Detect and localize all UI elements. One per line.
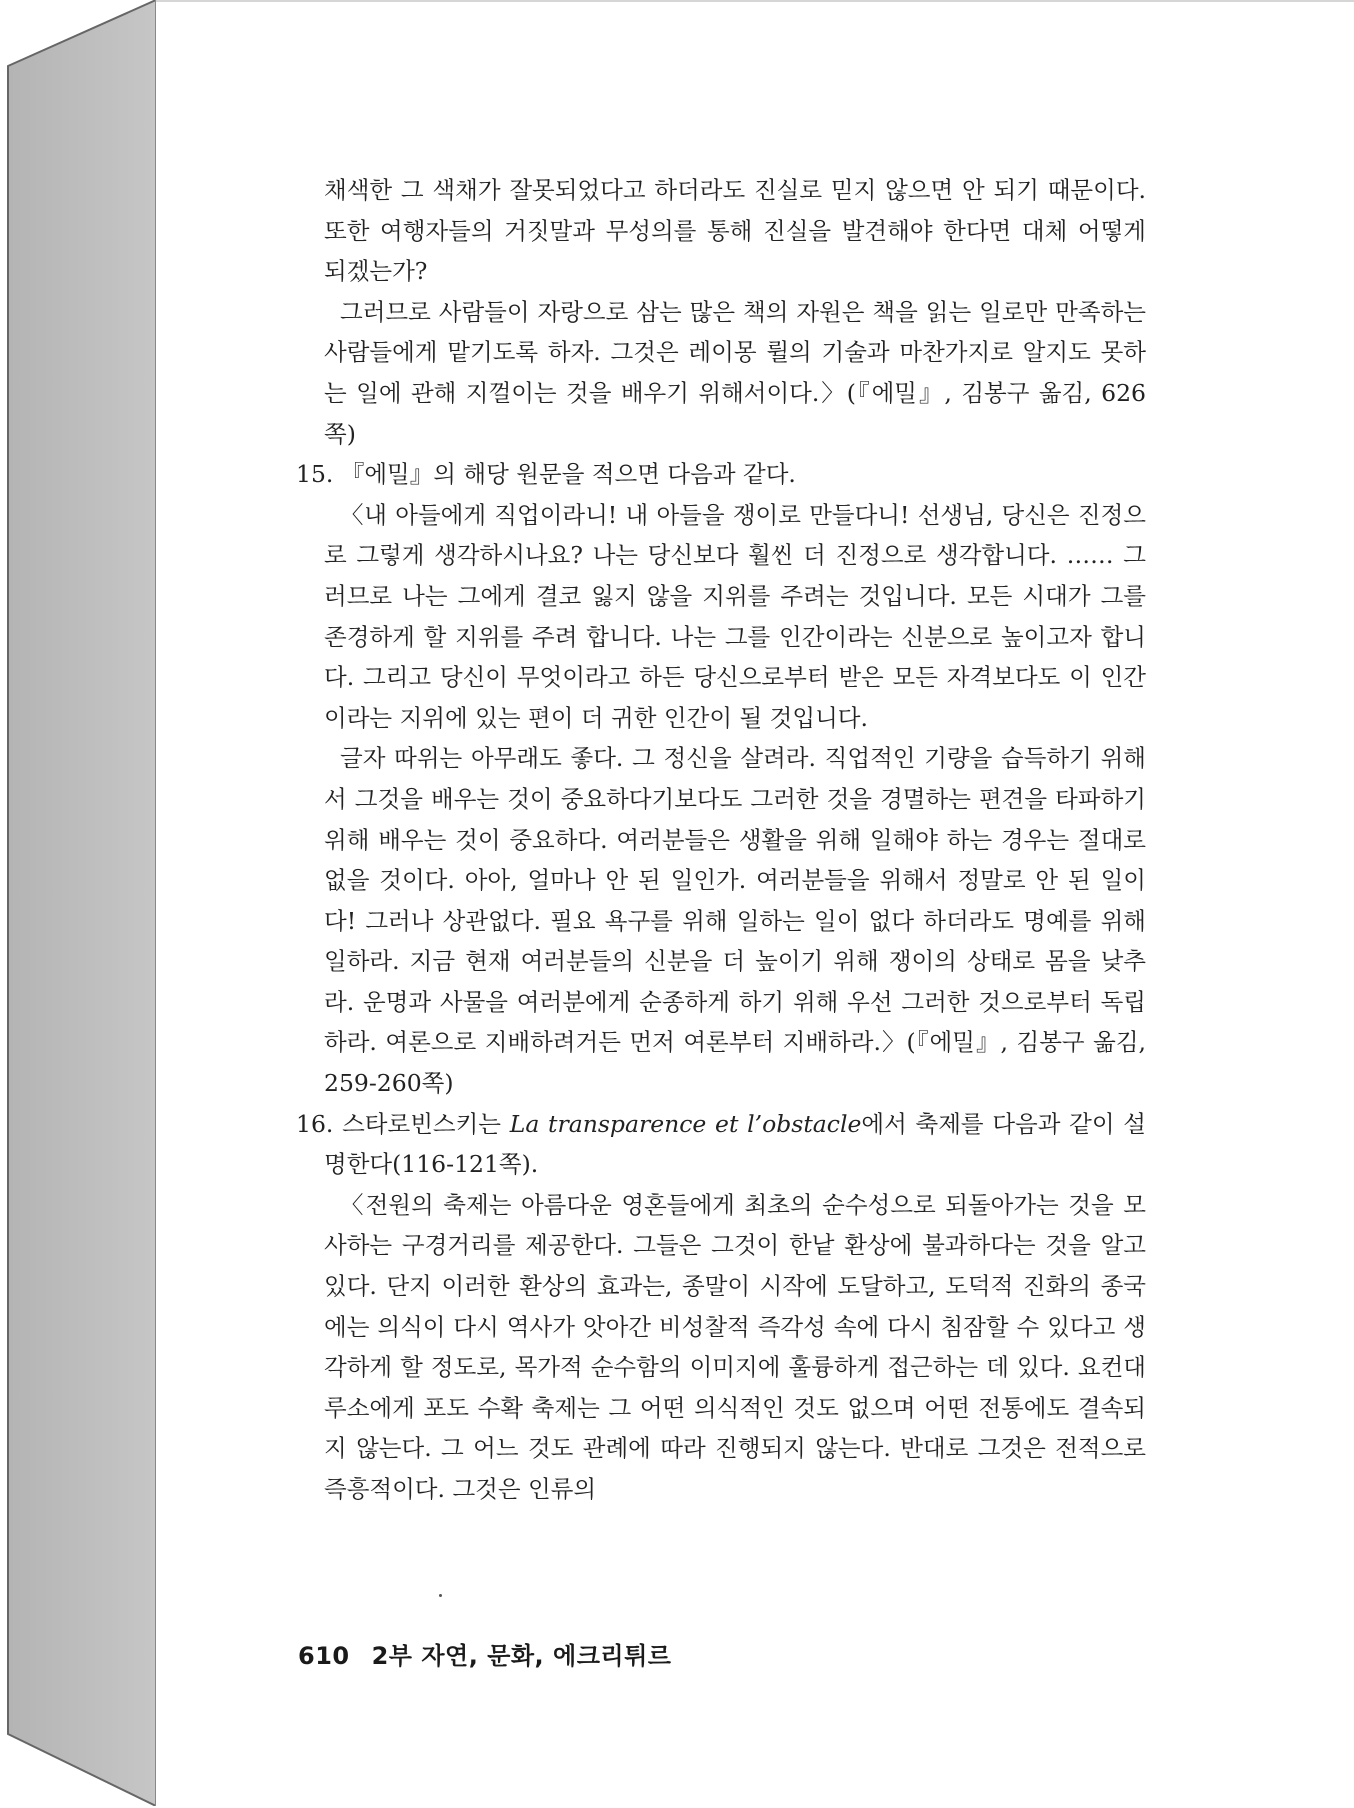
paragraph-continued: 채색한 그 색채가 잘못되었다고 하더라도 진실로 믿지 않으면 안 되기 때문이다. 또한 여행자들의 거짓말과 무성의를 통해 진실을 발견해야 한다면 대체 어떻게 되겠는가?: [324, 176, 1146, 286]
running-title: 2부 자연, 문화, 에크리튀르: [371, 1642, 672, 1670]
quote-paragraph: 글자 따위는 아무래도 좋다. 그 정신을 살려라. 직업적인 기량을 습득하기 위해서 그것을 배우는 것이 중요하다기보다도 그러한 것을 경멸하는 편견을 타파하기 위해 배우는 것이 중요하다. 여러분들은 생활을 위해 일해야 하는 경우는 절대로 없을 것이다. 아아, 얼마나 안 된 일인가. 여러분들을 위해서 정말로 안 된 일이다! 그러나 상관없다. 필요 욕구를 위해 일하는 일이 없다 하더라도 명예를 위해 일하라. 지금 현재 여러분들의 신분을 더 높이기 위해 쟁이의 상태로 몸을 낮추라. 운명과 사물을 여러분에게 순종하게 하기 위해 우선 그러한 것으로부터 독립하라. 여론으로 지배하려거든 먼저 여론부터 지배하라.〉(『에밀』, 김봉구 옮김, 259-260쪽): [324, 744, 1146, 1098]
page-number: 610: [298, 1642, 350, 1670]
book-title-italic: La transparence et l’obstacle: [509, 1109, 862, 1138]
endnote-16-suffix: 에서 축제를 다음과 같이 설명한다(116-121쪽).: [324, 1109, 1146, 1179]
book-spine: [0, 0, 160, 1806]
page-body-text: [296, 170, 1146, 1510]
endnote-16: [296, 1104, 1146, 1185]
endnote-15: 15. 『에밀』의 해당 원문을 적으면 다음과 같다.: [296, 460, 796, 489]
quote-paragraph: 〈전원의 축제는 아름다운 영혼들에게 최초의 순수성으로 되돌아가는 것을 모사하는 구경거리를 제공한다. 그들은 그것이 한낱 환상에 불과하다는 것을 알고 있다. 단지 이러한 환상의 효과는, 종말이 시작에 도달하고, 도덕적 진화의 종국에는 의식이 다시 역사가 앗아간 비성찰적 즉각성 속에 다시 침잠할 수 있다고 생각하게 할 정도로, 목가적 순수함의 이미지에 훌륭하게 접근하는 데 있다. 요컨대 루소에게 포도 수확 축제는 그 어떤 의식적인 것도 없으며 어떤 전통에도 결속되지 않는다. 그 어느 것도 관례에 따라 진행되지 않는다. 반대로 그것은 전적으로 즉흥적이다. 그것은 인류의: [324, 1190, 1146, 1503]
endnote-16-prefix: 16. 스타로빈스키는: [296, 1109, 510, 1138]
speck: [439, 1594, 442, 1597]
paragraph: 그러므로 사람들이 자랑으로 삼는 많은 책의 자원은 책을 읽는 일로만 만족하는 사람들에게 맡기도록 하자. 그것은 레이몽 륄의 기술과 마찬가지로 알지도 못하는 일에 관해 지껄이는 것을 배우기 위해서이다.〉(『에밀』, 김봉구 옮김, 626쪽): [324, 297, 1146, 448]
quote-paragraph: 〈내 아들에게 직업이라니! 내 아들을 쟁이로 만들다니! 선생님, 당신은 진정으로 그렇게 생각하시나요? 나는 당신보다 훨씬 더 진정으로 생각합니다. …… 그러므로 나는 그에게 결코 잃지 않을 지위를 주려는 것입니다. 모든 시대가 그를 존경하게 할 지위를 주려 합니다. 나는 그를 인간이라는 신분으로 높이고자 합니다. 그리고 당신이 무엇이라고 하든 당신으로부터 받은 모든 자격보다도 이 인간이라는 지위에 있는 편이 더 귀한 인간이 될 것입니다.: [324, 500, 1146, 732]
page-footer: [298, 1636, 671, 1671]
